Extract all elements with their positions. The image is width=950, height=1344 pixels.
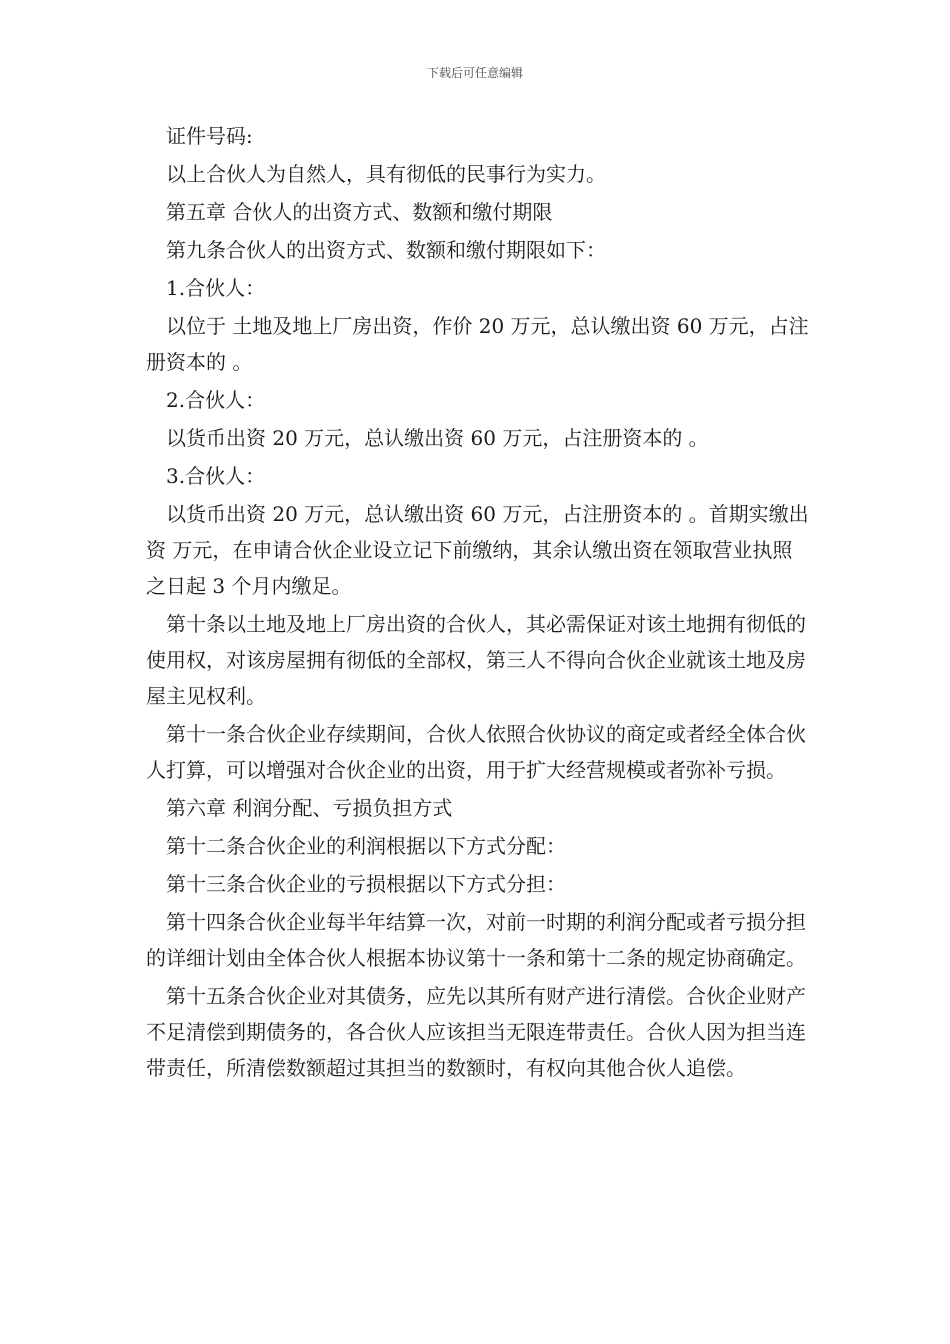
article-12: 第十二条合伙企业的利润根据以下方式分配： [166, 834, 566, 858]
article-15: 第十五条合伙企业对其债务，应先以其所有财产进行清偿。合伙企业财产不足清偿到期债务的，各合伙人应该担当无限连带责任。合伙人因为担当连带责任，所清偿数额超过其担当的数额时，有权向其他合伙人追偿。 [146, 984, 806, 1080]
chapter-5-heading: 第五章 合伙人的出资方式、数额和缴付期限 [166, 200, 553, 224]
article-9: 第九条合伙人的出资方式、数额和缴付期限如下： [166, 238, 606, 262]
article-13: 第十三条合伙企业的亏损根据以下方式分担： [166, 872, 566, 896]
chapter-6-heading: 第六章 利润分配、亏损负担方式 [166, 796, 453, 820]
document-body [146, 118, 810, 1088]
paragraph-id-number: 证件号码: [166, 124, 253, 148]
partner-2-contribution: 以货币出资 20 万元，总认缴出资 60 万元，占注册资本的 。 [166, 426, 709, 450]
article-11: 第十一条合伙企业存续期间，合伙人依照合伙协议的商定或者经全体合伙人打算，可以增强对合伙企业的出资，用于扩大经营规模或者弥补亏损。 [146, 722, 806, 782]
partner-3-contribution: 以货币出资 20 万元，总认缴出资 60 万元，占注册资本的 。首期实缴出资 万元，在申请合伙企业设立记下前缴纳，其余认缴出资在领取营业执照之日起 3 个月内缴足。 [146, 502, 809, 598]
partner-2-label: 2.合伙人： [166, 388, 266, 412]
partner-1-contribution: 以位于 土地及地上厂房出资，作价 20 万元，总认缴出资 60 万元，占注册资本的 。 [146, 314, 809, 374]
page-header: 下载后可任意编辑 [426, 66, 523, 80]
article-14: 第十四条合伙企业每半年结算一次，对前一时期的利润分配或者亏损分担的详细计划由全体合伙人根据本协议第十一条和第十二条的规定协商确定。 [146, 910, 806, 970]
partner-1-label: 1.合伙人： [166, 276, 266, 300]
partner-3-label: 3.合伙人： [166, 464, 266, 488]
paragraph-capacity: 以上合伙人为自然人，具有彻低的民事行为实力。 [166, 162, 606, 186]
article-10: 第十条以土地及地上厂房出资的合伙人，其必需保证对该土地拥有彻低的使用权，对该房屋拥有彻低的全部权，第三人不得向合伙企业就该土地及房屋主见权利。 [146, 612, 806, 708]
